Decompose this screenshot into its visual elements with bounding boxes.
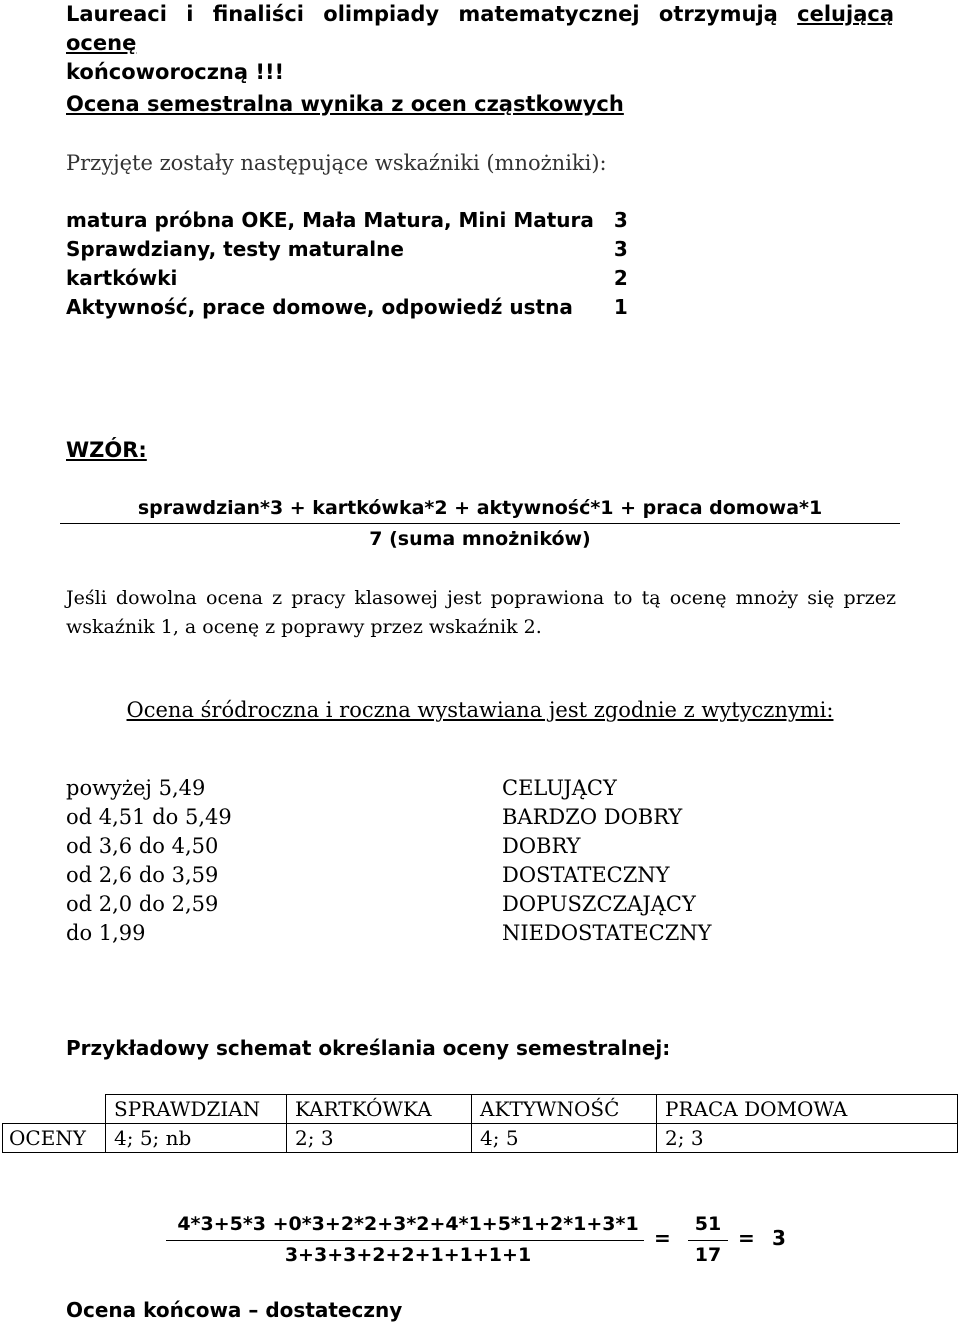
- multiplier-name: Sprawdziany, testy maturalne: [66, 237, 404, 261]
- grade-name: DOPUSZCZAJĄCY: [502, 892, 696, 916]
- scores-header-cell: AKTYWNOŚĆ: [472, 1095, 657, 1124]
- equals-sign: =: [654, 1226, 671, 1250]
- grades-title: Ocena śródroczna i roczna wystawiana jest zgodnie z wytycznymi:: [126, 698, 834, 722]
- grade-range: powyżej 5,49: [66, 776, 206, 800]
- scores-header-cell: PRACA DOMOWA: [657, 1095, 958, 1124]
- fraction-bar: [688, 1240, 728, 1241]
- scores-header-cell: [3, 1095, 106, 1124]
- multiplier-value: 1: [613, 295, 628, 319]
- multiplier-row: [66, 206, 628, 235]
- final-grade: Ocena końcowa – dostateczny: [66, 1298, 403, 1322]
- result-fraction-denominator: 17: [694, 1244, 722, 1266]
- formula-label: WZÓR:: [66, 438, 147, 462]
- calc-numerator: 4*3+5*3 +0*3+2*2+3*2+4*1+5*1+2*1+3*1: [177, 1213, 639, 1235]
- multiplier-value: 3: [613, 208, 628, 232]
- formula-denominator: 7 (suma mnożników): [369, 528, 591, 550]
- grade-range: od 2,6 do 3,59: [66, 863, 219, 887]
- multiplier-row: [66, 264, 628, 293]
- section-title: Ocena semestralna wynika z ocen cząstkowych: [66, 92, 624, 116]
- calc-result: 3: [772, 1226, 786, 1250]
- scores-cell: 4; 5; nb: [106, 1124, 287, 1153]
- multiplier-name: kartkówki: [66, 266, 178, 290]
- scores-table: [2, 1094, 958, 1153]
- formula-numerator: sprawdzian*3 + kartkówka*2 + aktywność*1 + praca domowa*1: [137, 497, 823, 519]
- scores-cell: OCENY: [3, 1124, 106, 1153]
- equals-sign: =: [738, 1226, 755, 1250]
- scores-header-cell: SPRAWDZIAN: [106, 1095, 287, 1124]
- multiplier-name: Aktywność, prace domowe, odpowiedź ustna: [66, 295, 573, 319]
- multipliers-table: [66, 206, 628, 322]
- scores-cell: 2; 3: [287, 1124, 472, 1153]
- fraction-bar: [166, 1240, 644, 1241]
- schema-title: Przykładowy schemat określania oceny semestralnej:: [66, 1036, 671, 1060]
- scores-data-row: [3, 1124, 958, 1153]
- fraction-bar: [60, 523, 900, 524]
- intro-paragraph: [66, 0, 894, 87]
- grade-range: od 4,51 do 5,49: [66, 805, 232, 829]
- calc-denominator: 3+3+3+2+2+1+1+1+1: [284, 1244, 532, 1266]
- intro-text-1: Laureaci i finaliści olimpiady matematycznej otrzymują: [66, 2, 798, 26]
- grade-name: DOSTATECZNY: [502, 863, 670, 887]
- grade-name: NIEDOSTATECZNY: [502, 921, 712, 945]
- multiplier-row: [66, 235, 628, 264]
- multiplier-value: 3: [613, 237, 628, 261]
- scores-header-cell: KARTKÓWKA: [287, 1095, 472, 1124]
- correction-note: Jeśli dowolna ocena z pracy klasowej jest poprawiona to tą ocenę mnoży się przez wskaźnik 1, a ocenę z poprawy przez wskaźnik 2.: [66, 587, 896, 638]
- intro-underlined: celującą ocenę: [66, 2, 894, 55]
- multiplier-value: 2: [613, 266, 628, 290]
- result-fraction-numerator: 51: [694, 1213, 722, 1235]
- multiplier-name: matura próbna OKE, Mała Matura, Mini Matura: [66, 208, 594, 232]
- grade-range: od 2,0 do 2,59: [66, 892, 219, 916]
- grade-name: DOBRY: [502, 834, 581, 858]
- intro-text-2: końcoworoczną !!!: [66, 60, 285, 84]
- scores-header-row: [3, 1095, 958, 1124]
- scores-cell: 2; 3: [657, 1124, 958, 1153]
- section-intro: Przyjęte zostały następujące wskaźniki (mnożniki):: [66, 151, 607, 175]
- scores-cell: 4; 5: [472, 1124, 657, 1153]
- multiplier-row: [66, 293, 628, 322]
- grade-range: od 3,6 do 4,50: [66, 834, 219, 858]
- grade-range: do 1,99: [66, 921, 146, 945]
- grade-name: CELUJĄCY: [502, 776, 617, 800]
- grade-name: BARDZO DOBRY: [502, 805, 683, 829]
